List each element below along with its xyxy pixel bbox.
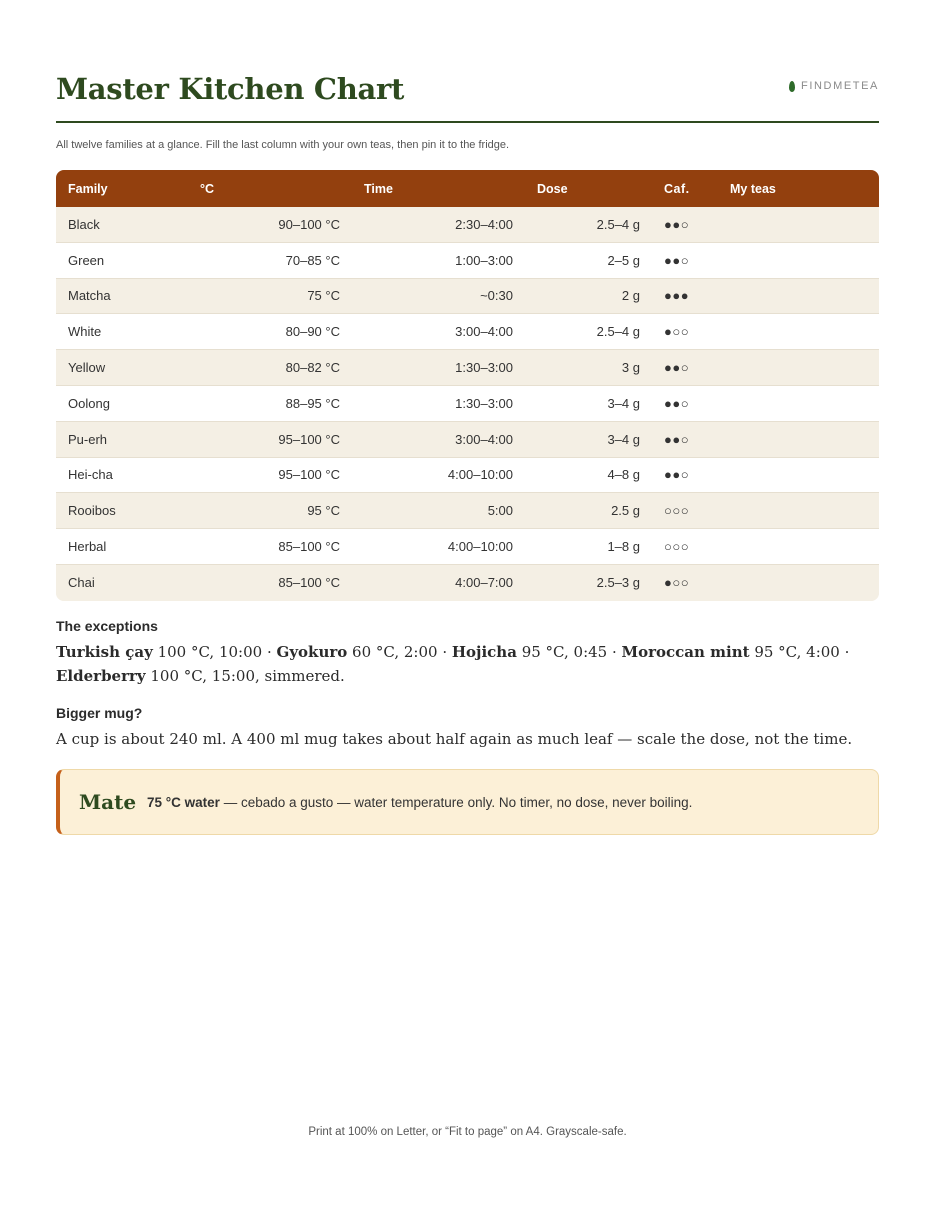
cell-dose: 4–8 g — [607, 467, 640, 483]
table-row — [56, 386, 879, 422]
cell-temp: 70–85 °C — [285, 252, 340, 268]
cell-family: White — [68, 324, 102, 340]
cell-time: 1:30–3:00 — [455, 360, 513, 376]
cell-family: Black — [68, 216, 100, 232]
footer-note: Print at 100% on Letter, or “Fit to page” on A4. Grayscale-safe. — [308, 1126, 627, 1138]
cell-family: Rooibos — [68, 503, 116, 519]
cell-time: 1:00–3:00 — [455, 252, 513, 268]
cell-family: Green — [68, 252, 105, 268]
table-row — [56, 207, 879, 243]
cell-family: Pu-erh — [68, 431, 108, 447]
exception-detail: 100 °C, 10:00 · — [152, 643, 277, 661]
page-title: Master Kitchen Chart — [56, 72, 405, 106]
cell-caffeine: ●○○ — [664, 575, 690, 591]
cell-time: 3:00–4:00 — [455, 324, 513, 340]
cell-family: Matcha — [68, 288, 111, 304]
callout-strong: 75 °C water — [147, 794, 220, 810]
cell-dose: 2.5–3 g — [596, 575, 640, 591]
cell-time: 4:00–10:00 — [447, 467, 513, 483]
cell-dose: 2.5 g — [611, 503, 640, 519]
exceptions-heading: The exceptions — [56, 618, 158, 634]
table-row — [56, 565, 879, 601]
cell-time: 5:00 — [487, 503, 513, 519]
cell-dose: 2.5–4 g — [596, 324, 640, 340]
cell-family: Yellow — [68, 360, 106, 376]
cell-caffeine: ●●○ — [664, 395, 690, 411]
col-my-teas: My teas — [730, 181, 776, 196]
cell-family: Hei-cha — [68, 467, 113, 483]
exceptions-text — [56, 640, 879, 688]
exception-detail: 95 °C, 4:00 · — [749, 643, 850, 661]
table-header — [56, 170, 879, 207]
cell-temp: 75 °C — [307, 288, 340, 304]
cell-dose: 2–5 g — [607, 252, 640, 268]
cell-temp: 85–100 °C — [278, 539, 340, 555]
col-family: Family — [68, 181, 108, 196]
cell-temp: 85–100 °C — [278, 575, 340, 591]
exception-name: Gyokuro — [276, 643, 348, 661]
mug-text: A cup is about 240 ml. A 400 ml mug takes about half again as much leaf — scale the dose, not the time. — [56, 730, 853, 748]
cell-family: Herbal — [68, 539, 107, 555]
cell-caffeine: ●●○ — [664, 467, 690, 483]
callout-text — [147, 795, 692, 810]
table-row — [56, 350, 879, 386]
cell-caffeine: ●●○ — [664, 216, 690, 232]
cell-time: 4:00–7:00 — [455, 575, 513, 591]
intro-text: All twelve families at a glance. Fill the last column with your own teas, then pin it to the fridge. — [56, 139, 510, 151]
tea-table — [56, 170, 879, 601]
callout-label: Mate — [79, 790, 137, 814]
cell-temp: 95–100 °C — [278, 467, 340, 483]
cell-dose: 1–8 g — [607, 539, 640, 555]
table-row — [56, 243, 879, 279]
cell-time: 2:30–4:00 — [455, 216, 513, 232]
brand-name: FINDMETEA — [801, 80, 879, 92]
brand — [789, 80, 879, 92]
cell-dose: 3–4 g — [607, 431, 640, 447]
mug-heading: Bigger mug? — [56, 705, 143, 721]
exception-detail: 100 °C, 15:00, simmered. — [145, 667, 345, 685]
cell-time: 3:00–4:00 — [455, 431, 513, 447]
cell-temp: 95–100 °C — [278, 431, 340, 447]
cell-dose: 3–4 g — [607, 395, 640, 411]
cell-caffeine: ○○○ — [664, 539, 690, 555]
exception-name: Hojicha — [451, 643, 517, 661]
table-row — [56, 279, 879, 315]
cell-temp: 80–82 °C — [285, 360, 340, 376]
mate-callout — [56, 769, 879, 835]
exception-name: Turkish çay — [56, 643, 153, 661]
table-row — [56, 458, 879, 494]
cell-caffeine: ●●● — [664, 288, 690, 304]
col-caffeine: Caf. — [664, 181, 690, 196]
cell-dose: 2 g — [621, 288, 640, 304]
cell-temp: 80–90 °C — [285, 324, 340, 340]
cell-time: ~0:30 — [480, 288, 513, 304]
cell-temp: 88–95 °C — [285, 395, 340, 411]
cell-time: 1:30–3:00 — [455, 395, 513, 411]
table-row — [56, 493, 879, 529]
cell-caffeine: ●●○ — [664, 360, 690, 376]
table-row — [56, 422, 879, 458]
table-body — [56, 207, 879, 601]
exception-detail: 95 °C, 0:45 · — [516, 643, 622, 661]
cell-family: Oolong — [68, 395, 110, 411]
table-row — [56, 314, 879, 350]
col-dose: Dose — [537, 181, 568, 196]
exception-detail: 60 °C, 2:00 · — [347, 643, 452, 661]
callout-body: — cebado a gusto — water temperature only. No timer, no dose, never boiling. — [219, 794, 693, 810]
cell-time: 4:00–10:00 — [447, 539, 513, 555]
cell-temp: 90–100 °C — [278, 216, 340, 232]
page-header — [56, 68, 879, 123]
cell-caffeine: ●○○ — [664, 324, 690, 340]
cell-caffeine: ○○○ — [664, 503, 690, 519]
cell-family: Chai — [68, 575, 95, 591]
cell-dose: 2.5–4 g — [596, 216, 640, 232]
exception-name: Moroccan mint — [621, 643, 750, 661]
col-temp: °C — [200, 181, 215, 196]
cell-dose: 3 g — [621, 360, 640, 376]
table-row — [56, 529, 879, 565]
col-time: Time — [364, 181, 393, 196]
cell-temp: 95 °C — [307, 503, 340, 519]
cell-caffeine: ●●○ — [664, 252, 690, 268]
cell-caffeine: ●●○ — [664, 431, 690, 447]
leaf-icon — [789, 81, 795, 92]
exception-name: Elderberry — [56, 667, 146, 685]
